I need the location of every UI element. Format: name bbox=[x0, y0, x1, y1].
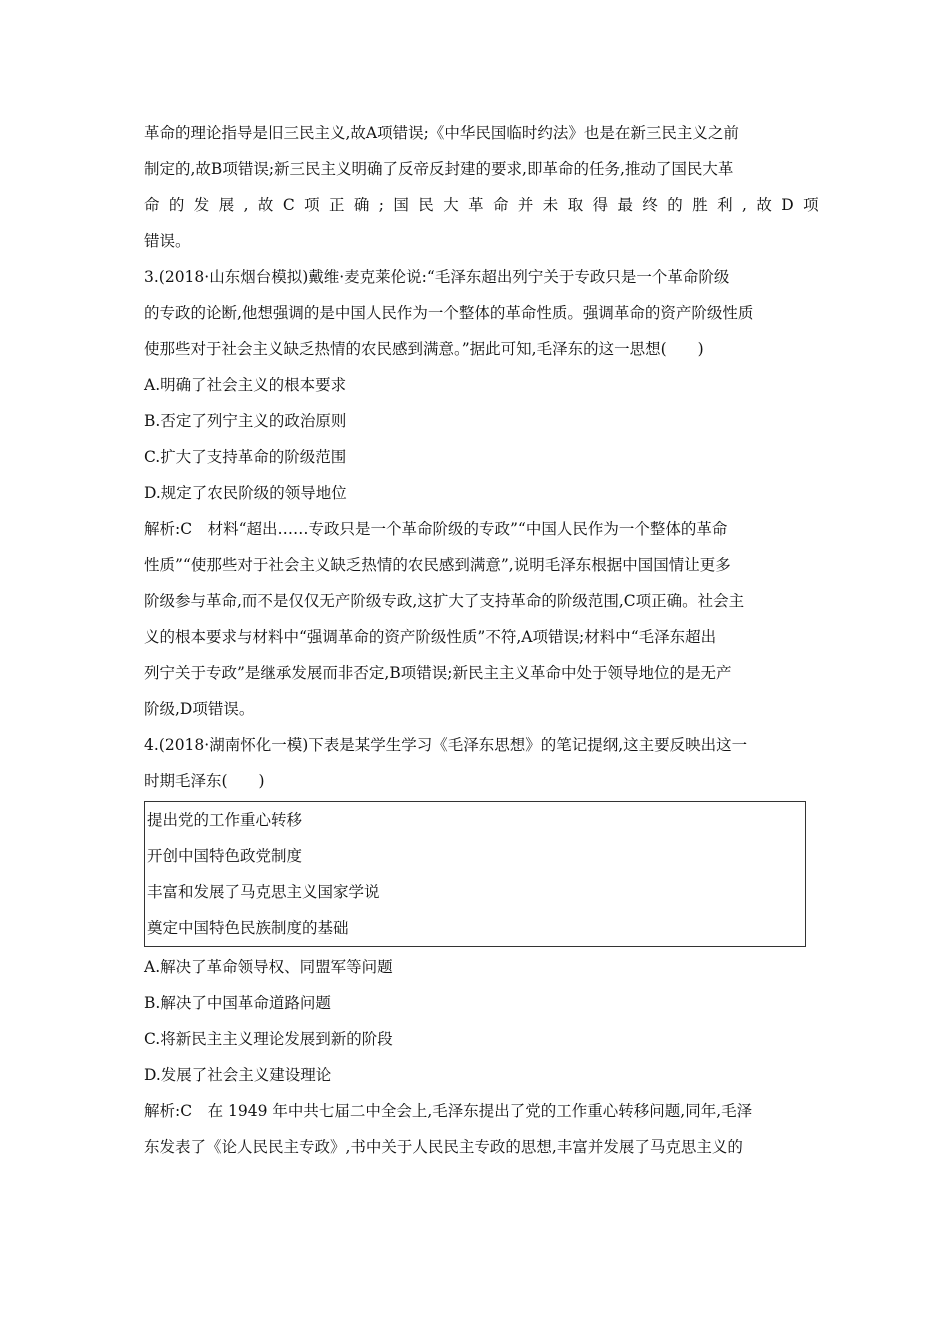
notes-outline-table bbox=[144, 801, 806, 947]
text-line: 东发表了《论人民民主专政》,书中关于人民民主专政的思想,丰富并发展了马克思主义的 bbox=[144, 1138, 743, 1156]
option-d: D.规定了农民阶级的领导地位 bbox=[144, 484, 347, 502]
question-3-analysis bbox=[144, 511, 808, 727]
text-line: 解析:C 在 1949 年中共七届二中全会上,毛泽东提出了党的工作重心转移问题,同年,毛泽 bbox=[144, 1102, 753, 1120]
question-4-analysis bbox=[144, 1093, 808, 1165]
text-line: 命的发展,故C项正确;国民大革命并未取得最终的胜利,故D项 bbox=[144, 196, 828, 214]
text-line: 的专政的论断,他想强调的是中国人民作为一个整体的革命性质。强调革命的资产阶级性质 bbox=[144, 304, 754, 322]
option-b: B.解决了中国革命道路问题 bbox=[144, 994, 331, 1012]
option-c: C.扩大了支持革命的阶级范围 bbox=[144, 448, 347, 466]
question-4-stem bbox=[144, 727, 808, 799]
text-line: 阶级,D项错误。 bbox=[144, 700, 255, 718]
q2-analysis-continued bbox=[144, 115, 828, 259]
text-line: 使那些对于社会主义缺乏热情的农民感到满意。”据此可知,毛泽东的这一思想( ) bbox=[144, 340, 704, 358]
text-line: 性质”“使那些对于社会主义缺乏热情的农民感到满意”,说明毛泽东根据中国国情让更多 bbox=[144, 556, 731, 574]
text-line: 义的根本要求与材料中“强调革命的资产阶级性质”不符,A项错误;材料中“毛泽东超出 bbox=[144, 628, 717, 646]
outline-row: 开创中国特色政党制度 bbox=[147, 847, 303, 865]
text-line: 解析:C 材料“超出……专政只是一个革命阶级的专政”“中国人民作为一个整体的革命 bbox=[144, 520, 728, 538]
option-b: B.否定了列宁主义的政治原则 bbox=[144, 412, 347, 430]
option-a: A.明确了社会主义的根本要求 bbox=[144, 376, 347, 394]
document-page bbox=[144, 115, 828, 1165]
text-line: 时期毛泽东( ) bbox=[144, 772, 265, 790]
option-a: A.解决了革命领导权、同盟军等问题 bbox=[144, 958, 393, 976]
text-line: 制定的,故B项错误;新三民主义明确了反帝反封建的要求,即革命的任务,推动了国民大革 bbox=[144, 160, 734, 178]
text-line: 阶级参与革命,而不是仅仅无产阶级专政,这扩大了支持革命的阶级范围,C项正确。社会主 bbox=[144, 592, 745, 610]
question-3-stem bbox=[144, 259, 808, 367]
text-line: 错误。 bbox=[144, 232, 191, 250]
question-3-options bbox=[144, 367, 808, 511]
outline-row: 丰富和发展了马克思主义国家学说 bbox=[147, 883, 380, 901]
outline-row: 奠定中国特色民族制度的基础 bbox=[147, 919, 349, 937]
text-line: 革命的理论指导是旧三民主义,故A项错误;《中华民国临时约法》也是在新三民主义之前 bbox=[144, 124, 739, 142]
text-line: 列宁关于专政”是继承发展而非否定,B项错误;新民主主义革命中处于领导地位的是无产 bbox=[144, 664, 732, 682]
text-line: 4.(2018·湖南怀化一模)下表是某学生学习《毛泽东思想》的笔记提纲,这主要反映出这一 bbox=[144, 736, 748, 754]
outline-row: 提出党的工作重心转移 bbox=[147, 811, 303, 829]
question-4-options bbox=[144, 949, 808, 1093]
option-c: C.将新民主主义理论发展到新的阶段 bbox=[144, 1030, 393, 1048]
option-d: D.发展了社会主义建设理论 bbox=[144, 1066, 332, 1084]
text-line: 3.(2018·山东烟台模拟)戴维·麦克莱伦说:“毛泽东超出列宁关于专政只是一个革命阶级 bbox=[144, 268, 730, 286]
